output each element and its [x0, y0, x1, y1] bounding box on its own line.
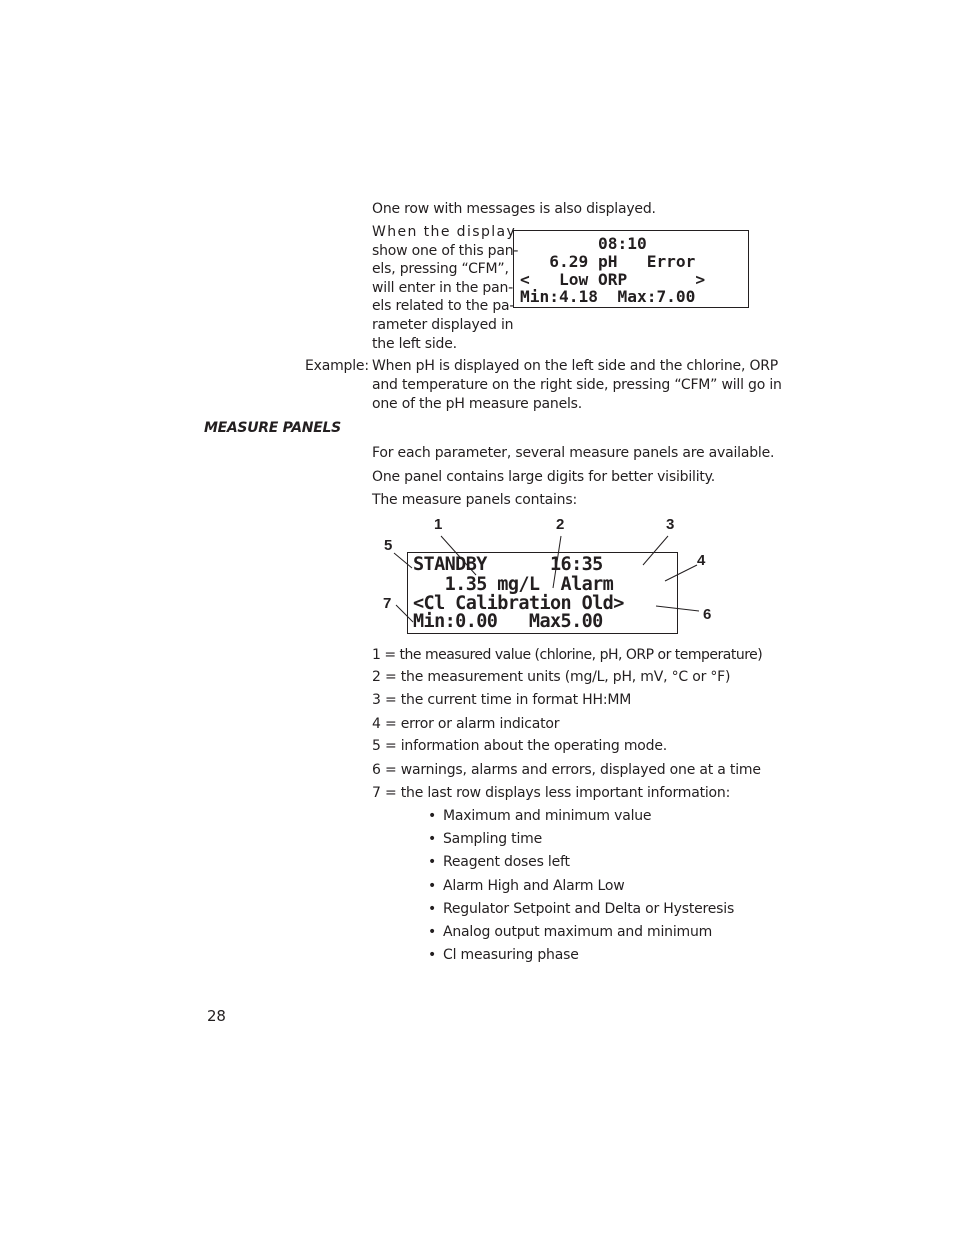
leader-line-6 — [656, 606, 699, 611]
measure-intro-line: For each parameter, several measure panels are available. — [372, 445, 775, 461]
bullet-icon: • — [428, 924, 437, 940]
list-item-text: Analog output maximum and minimum — [443, 924, 713, 940]
leader-line-2 — [553, 536, 561, 588]
list-item-text: Reagent doses left — [443, 854, 570, 870]
bullet-icon: • — [428, 808, 437, 824]
measure-intro-line: The measure panels contains: — [372, 492, 577, 508]
list-item — [428, 853, 570, 872]
legend-item: 3 = the current time in format HH:MM — [372, 692, 632, 708]
callout-5: 5 — [384, 537, 393, 554]
page-number: 28 — [207, 1007, 226, 1025]
list-item — [428, 900, 734, 919]
small-lcd-row: 6.29 pH Error — [520, 252, 696, 271]
callout-6: 6 — [703, 606, 712, 623]
leader-line-7 — [396, 605, 413, 622]
panel-note-line: rameter displayed in — [372, 316, 514, 333]
list-item-text: Sampling time — [443, 831, 543, 847]
leader-line-5 — [394, 553, 412, 568]
bullet-icon: • — [428, 854, 437, 870]
callout-2: 2 — [556, 516, 565, 533]
bullet-icon: • — [428, 831, 437, 847]
leader-line-1 — [441, 536, 476, 575]
list-item — [428, 877, 624, 896]
list-item-text: Alarm High and Alarm Low — [443, 878, 625, 894]
section-heading: MEASURE PANELS — [204, 420, 341, 436]
example-line: When pH is displayed on the left side and the chlorine, ORP — [372, 358, 779, 374]
leader-line-4 — [665, 565, 697, 581]
bullet-icon: • — [428, 878, 437, 894]
list-item — [428, 946, 579, 965]
example-label: Example: — [305, 358, 369, 374]
large-lcd-row: Min:0.00 Max5.00 — [413, 611, 603, 632]
panel-note-line: the left side. — [372, 335, 457, 352]
callout-1: 1 — [434, 516, 443, 533]
list-item — [428, 807, 651, 826]
list-item-text: Maximum and minimum value — [443, 808, 652, 824]
legend-item: 2 = the measurement units (mg/L, pH, mV, °C or °F) — [372, 669, 731, 685]
callout-7: 7 — [383, 595, 392, 612]
bullet-icon: • — [428, 947, 437, 963]
bullet-icon: • — [428, 901, 437, 917]
list-item-text: Regulator Setpoint and Delta or Hysteresis — [443, 901, 735, 917]
measure-intro-line: One panel contains large digits for better visibility. — [372, 469, 716, 485]
list-item-text: Cl measuring phase — [443, 947, 579, 963]
example-line: and temperature on the right side, pressing “CFM” will go in — [372, 377, 782, 393]
example-line: one of the pH measure panels. — [372, 396, 583, 412]
large-lcd-row: STANDBY 16:35 — [413, 554, 603, 575]
panel-note-line: show one of this pan- — [372, 242, 519, 259]
intro-text: One row with messages is also displayed. — [372, 201, 656, 217]
panel-note-line: els related to the pa- — [372, 298, 515, 315]
large-lcd-row: <Cl Calibration Old> — [413, 592, 624, 614]
small-lcd-row: < Low ORP > — [520, 269, 706, 289]
legend-item: 6 = warnings, alarms and errors, displayed one at a time — [372, 762, 761, 778]
small-lcd-row: 08:10 — [520, 234, 647, 253]
legend-item: 5 = information about the operating mode. — [372, 738, 668, 754]
large-lcd-row: 1.35 mg/L Alarm — [413, 573, 614, 595]
panel-note-line: When the display — [372, 224, 517, 240]
callout-3: 3 — [666, 516, 675, 533]
small-lcd-row: Min:4.18 Max:7.00 — [520, 287, 696, 306]
legend-item: 4 = error or alarm indicator — [372, 716, 560, 732]
list-item — [428, 923, 712, 942]
callout-4: 4 — [697, 552, 706, 569]
panel-note-line: will enter in the pan- — [372, 279, 513, 296]
list-item — [428, 830, 542, 849]
leader-line-3 — [643, 536, 668, 565]
legend-item: 1 = the measured value (chlorine, pH, ORP or temperature) — [372, 647, 763, 663]
panel-note-line: els, pressing “CFM”, — [372, 261, 509, 278]
legend-item: 7 = the last row displays less important information: — [372, 785, 731, 801]
